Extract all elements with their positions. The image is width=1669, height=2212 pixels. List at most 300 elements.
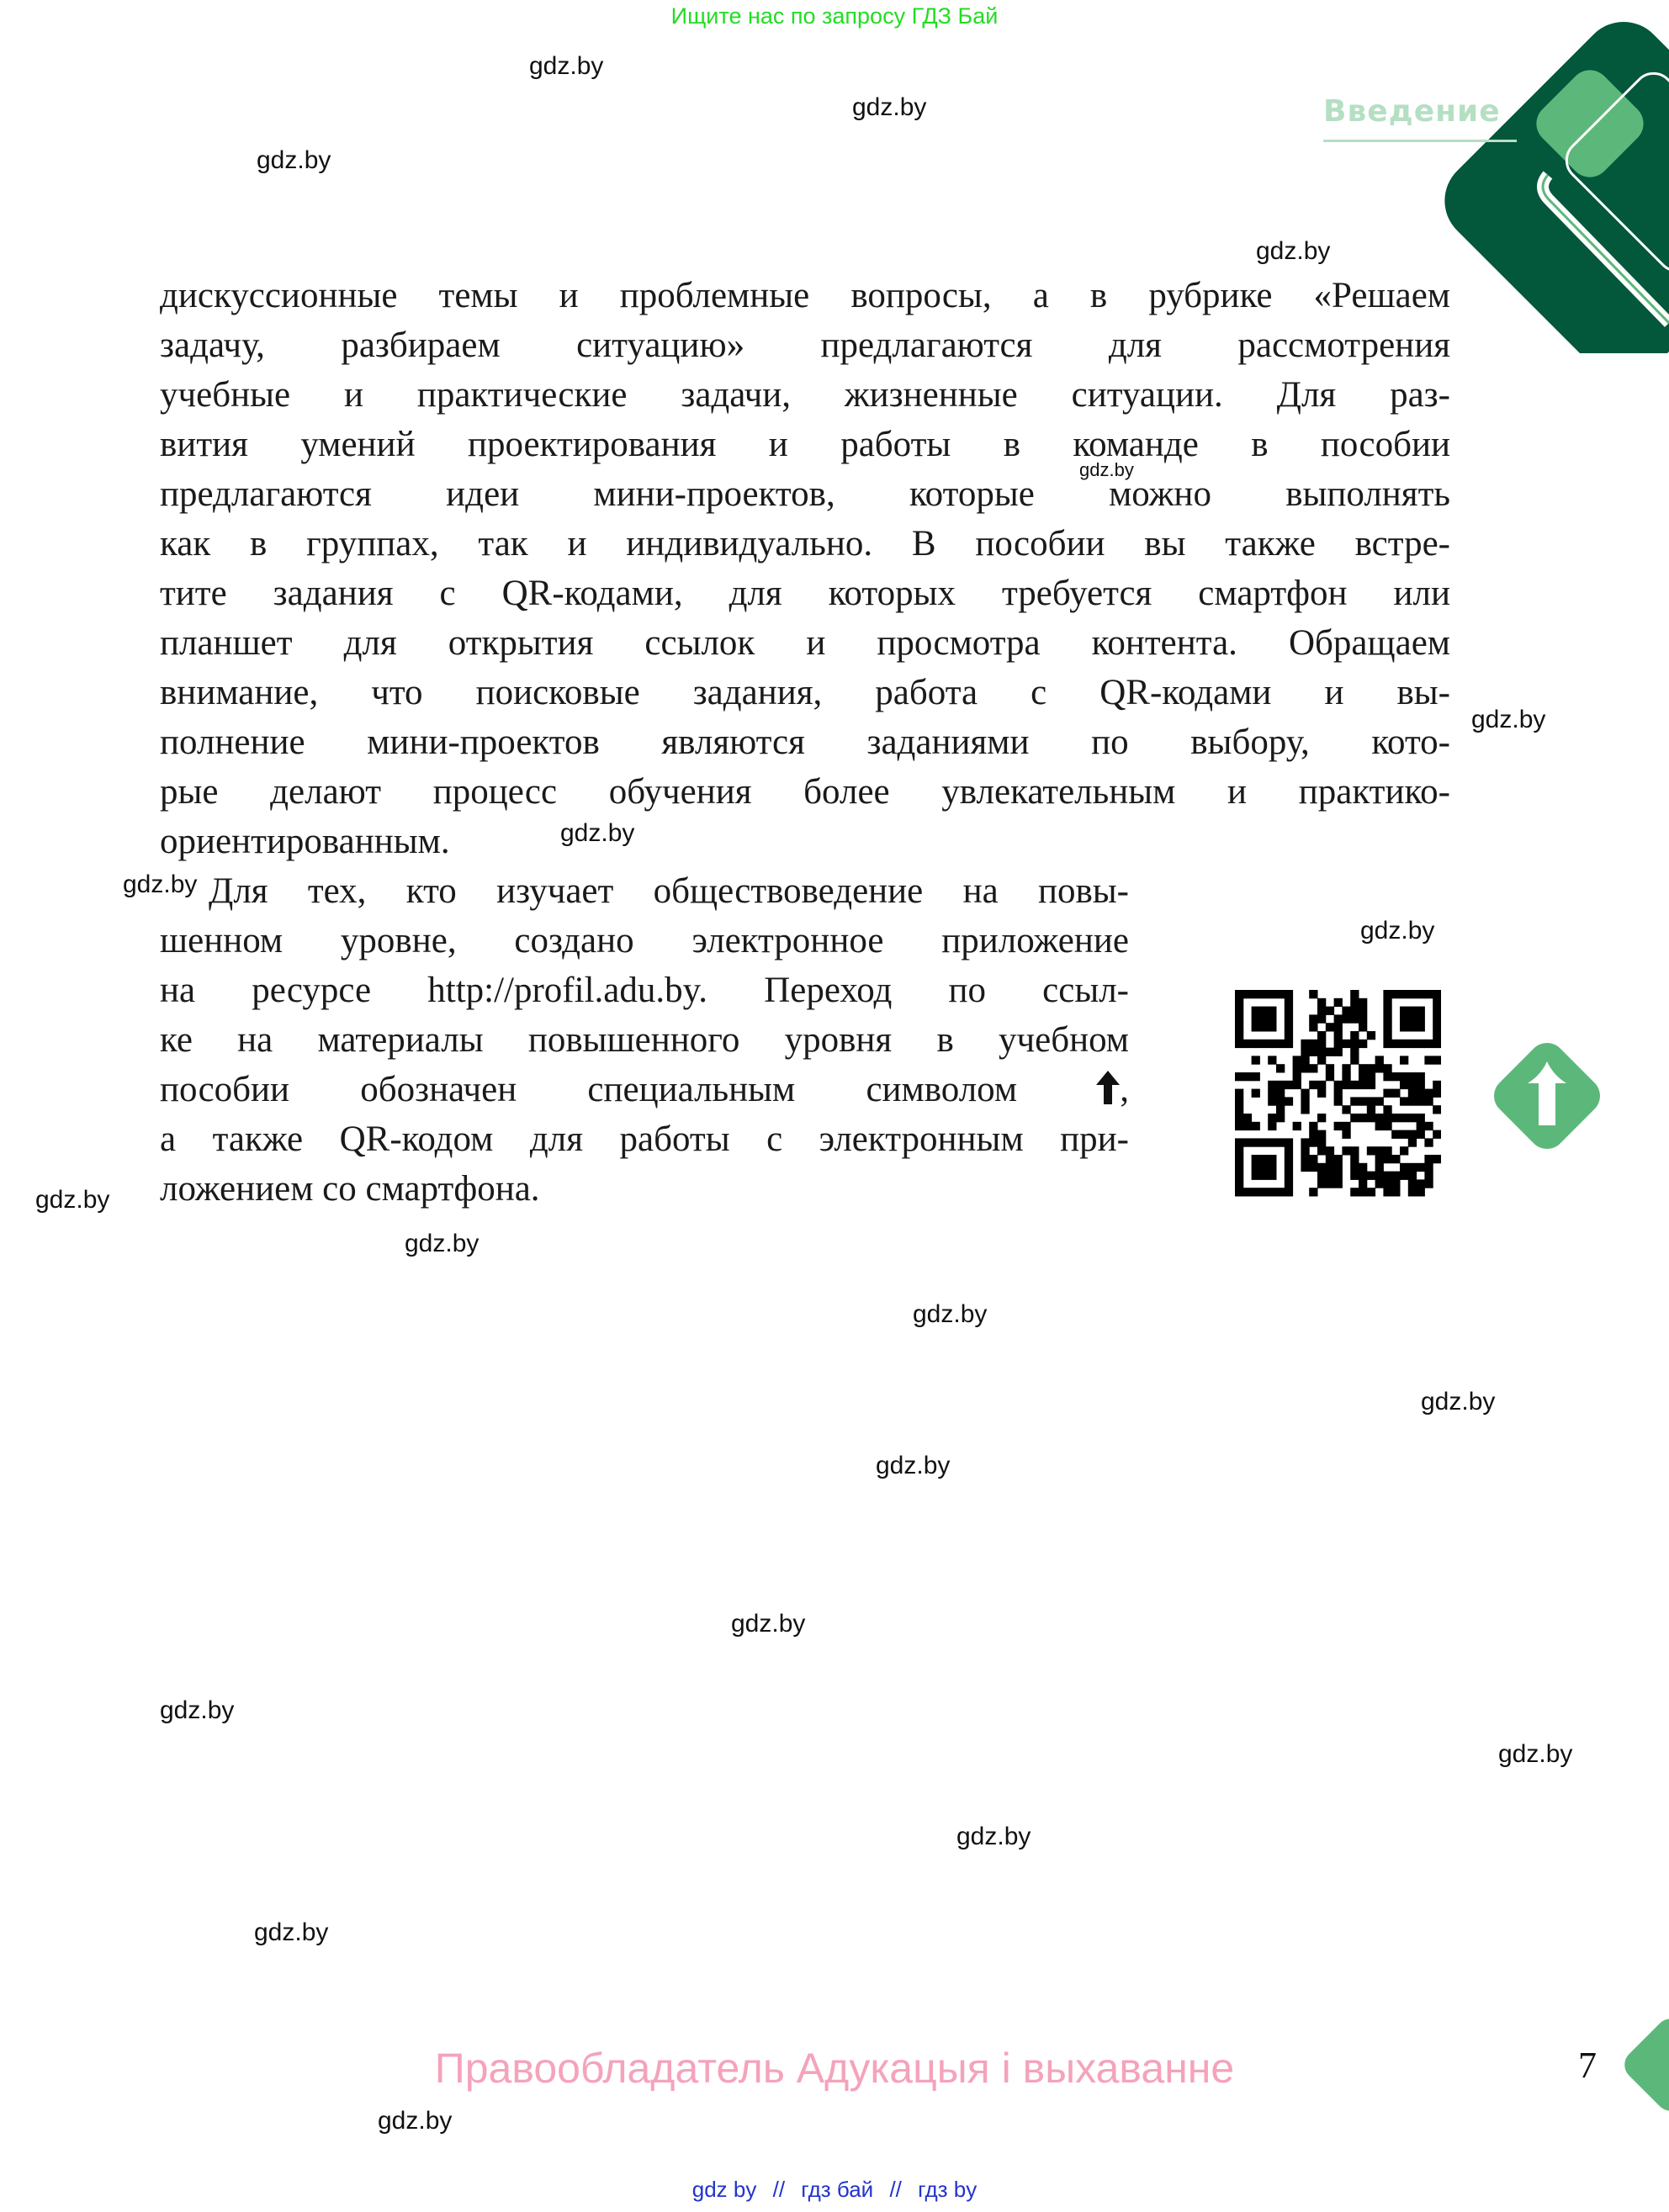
watermark: gdz.by <box>257 146 331 174</box>
qr-module <box>1259 1040 1268 1048</box>
qr-module <box>1383 1089 1391 1098</box>
qr-module <box>1235 1105 1243 1114</box>
qr-module <box>1268 1023 1276 1031</box>
qr-module <box>1383 1023 1391 1031</box>
copyright-notice: Правообладатель Адукацыя і выхаванне <box>434 2045 1235 2092</box>
qr-module <box>1408 1081 1417 1089</box>
qr-module <box>1342 1040 1350 1048</box>
qr-module <box>1350 1056 1359 1064</box>
watermark: gdz.by <box>876 1452 951 1479</box>
link-separator: // <box>772 2177 786 2202</box>
qr-module <box>1326 1048 1334 1056</box>
qr-module <box>1417 1179 1425 1188</box>
qr-module <box>1383 1179 1391 1188</box>
qr-module <box>1383 1014 1391 1023</box>
qr-module <box>1276 990 1285 998</box>
qr-module <box>1243 1114 1252 1122</box>
qr-module <box>1424 1155 1433 1163</box>
text-line: вития умений проектирования и работы в команде в пособии <box>160 425 1450 464</box>
qr-module <box>1367 1072 1375 1081</box>
qr-module <box>1252 1163 1260 1172</box>
watermark: gdz.by <box>1471 706 1546 733</box>
qr-module <box>1309 1040 1317 1048</box>
qr-module <box>1252 1188 1260 1196</box>
qr-module <box>1375 1179 1384 1188</box>
link-gdz-bai[interactable]: гдз бай <box>801 2177 874 2202</box>
qr-module <box>1235 1007 1243 1015</box>
qr-module <box>1424 990 1433 998</box>
qr-module <box>1235 1023 1243 1031</box>
qr-module <box>1268 1040 1276 1048</box>
qr-module <box>1424 1138 1433 1146</box>
qr-module <box>1268 1056 1276 1064</box>
qr-module <box>1326 1179 1334 1188</box>
watermark: gdz.by <box>731 1610 806 1638</box>
qr-module <box>1367 1188 1375 1196</box>
qr-module <box>1301 1097 1309 1105</box>
qr-module <box>1359 1097 1367 1105</box>
qr-module <box>1276 1105 1285 1114</box>
qr-module <box>1309 1023 1317 1031</box>
qr-module <box>1317 1138 1326 1146</box>
qr-module <box>1408 990 1417 998</box>
qr-module <box>1391 1089 1400 1098</box>
qr-module <box>1400 1146 1408 1155</box>
qr-module <box>1301 1040 1309 1048</box>
arrow-up-icon <box>1096 1071 1120 1104</box>
text-line: а также QR-кодом для работы с электронным при- <box>160 1119 1129 1159</box>
qr-module <box>1309 1138 1317 1146</box>
qr-module <box>1408 1114 1417 1122</box>
qr-module <box>1400 1097 1408 1105</box>
qr-module <box>1350 1163 1359 1172</box>
qr-module <box>1391 1155 1400 1163</box>
qr-module <box>1317 1040 1326 1048</box>
watermark: gdz.by <box>160 1696 235 1724</box>
qr-module <box>1391 1179 1400 1188</box>
watermark: gdz.by <box>529 52 604 80</box>
qr-module <box>1342 1072 1350 1081</box>
qr-module <box>1350 1081 1359 1089</box>
qr-module <box>1342 1007 1350 1015</box>
qr-module <box>1433 1056 1441 1064</box>
qr-module <box>1424 1056 1433 1064</box>
section-title-underline <box>1323 140 1517 142</box>
qr-module <box>1375 1146 1384 1155</box>
qr-module <box>1334 998 1343 1007</box>
qr-module <box>1342 1122 1350 1130</box>
qr-module <box>1285 1040 1293 1048</box>
bottom-links <box>0 2177 1669 2203</box>
qr-module <box>1326 1146 1334 1155</box>
qr-module <box>1408 1130 1417 1139</box>
qr-module <box>1408 1023 1417 1031</box>
qr-module <box>1342 1064 1350 1072</box>
qr-module <box>1400 1040 1408 1048</box>
qr-module <box>1268 1081 1276 1089</box>
qr-module <box>1276 1138 1285 1146</box>
qr-module <box>1350 1048 1359 1056</box>
qr-module <box>1408 1179 1417 1188</box>
qr-module <box>1359 1114 1367 1122</box>
qr-module <box>1235 1072 1243 1081</box>
qr-module <box>1301 1163 1309 1172</box>
qr-module <box>1276 1089 1285 1098</box>
qr-module <box>1268 1014 1276 1023</box>
qr-module <box>1301 1105 1309 1114</box>
text-line: ке на материалы повышенного уровня в учебном <box>160 1020 1129 1060</box>
qr-module <box>1268 1097 1276 1105</box>
qr-module <box>1359 1064 1367 1072</box>
qr-module <box>1400 1007 1408 1015</box>
qr-module <box>1309 1188 1317 1196</box>
qr-module <box>1375 1114 1384 1122</box>
qr-module <box>1359 1172 1367 1180</box>
qr-module <box>1252 1138 1260 1146</box>
qr-module <box>1243 1138 1252 1146</box>
text-line: рые делают процесс обучения более увлекательным и практико- <box>160 772 1450 812</box>
qr-module <box>1285 1081 1293 1089</box>
qr-module <box>1417 1081 1425 1089</box>
qr-module <box>1359 1040 1367 1048</box>
qr-module <box>1252 990 1260 998</box>
qr-module <box>1268 1188 1276 1196</box>
qr-module <box>1400 990 1408 998</box>
qr-module <box>1252 1014 1260 1023</box>
qr-module <box>1259 1138 1268 1146</box>
qr-module <box>1268 1155 1276 1163</box>
qr-module <box>1317 1114 1326 1122</box>
qr-module <box>1276 1097 1285 1105</box>
qr-module <box>1391 1130 1400 1139</box>
qr-module <box>1408 1163 1417 1172</box>
qr-module <box>1359 1188 1367 1196</box>
qr-module <box>1433 990 1441 998</box>
qr-module <box>1375 1097 1384 1105</box>
watermark: gdz.by <box>1360 917 1435 945</box>
qr-module <box>1259 1007 1268 1015</box>
qr-module <box>1235 1146 1243 1155</box>
watermark: gdz.by <box>123 871 198 898</box>
link-gdz-by[interactable]: gdz by <box>691 2177 757 2202</box>
qr-module <box>1359 1023 1367 1031</box>
qr-module <box>1408 1188 1417 1196</box>
qr-module <box>1417 1114 1425 1122</box>
qr-module <box>1235 1122 1243 1130</box>
qr-module <box>1317 1014 1326 1023</box>
qr-module <box>1285 1007 1293 1015</box>
qr-module <box>1301 1089 1309 1098</box>
qr-module <box>1243 990 1252 998</box>
qr-module <box>1293 1072 1301 1081</box>
qr-module <box>1235 1163 1243 1172</box>
qr-module <box>1268 1007 1276 1015</box>
qr-module <box>1417 1014 1425 1023</box>
qr-code[interactable] <box>1235 990 1441 1205</box>
qr-module <box>1400 1056 1408 1064</box>
section-title: Введение <box>1323 94 1501 129</box>
qr-module <box>1383 1114 1391 1122</box>
qr-module <box>1326 1172 1334 1180</box>
qr-module <box>1433 1155 1441 1163</box>
qr-module <box>1350 1188 1359 1196</box>
watermark: gdz.by <box>560 819 635 847</box>
qr-module <box>1383 998 1391 1007</box>
watermark: gdz.by <box>35 1186 110 1214</box>
qr-module <box>1424 1122 1433 1130</box>
qr-module <box>1317 1146 1326 1155</box>
text-line <box>160 1065 1129 1114</box>
qr-module <box>1285 1014 1293 1023</box>
qr-module <box>1317 998 1326 1007</box>
qr-module <box>1309 1048 1317 1056</box>
qr-module <box>1400 1023 1408 1031</box>
qr-module <box>1235 1188 1243 1196</box>
qr-module <box>1433 1081 1441 1089</box>
qr-module <box>1391 1188 1400 1196</box>
qr-module <box>1259 1188 1268 1196</box>
qr-module <box>1326 1023 1334 1031</box>
qr-module <box>1334 1014 1343 1023</box>
qr-module <box>1268 1089 1276 1098</box>
qr-module <box>1285 1097 1293 1105</box>
qr-module <box>1243 1188 1252 1196</box>
watermark: gdz.by <box>1498 1740 1573 1768</box>
qr-module <box>1391 1172 1400 1180</box>
qr-module <box>1433 1040 1441 1048</box>
qr-module <box>1391 990 1400 998</box>
qr-module <box>1359 1072 1367 1081</box>
text-line: планшет для открытия ссылок и просмотра контента. Обращаем <box>160 623 1450 663</box>
watermark: gdz.by <box>254 1918 329 1946</box>
qr-module <box>1334 1097 1343 1105</box>
qr-module <box>1317 1048 1326 1056</box>
qr-module <box>1383 1155 1391 1163</box>
qr-module <box>1252 1122 1260 1130</box>
qr-module <box>1309 1064 1317 1072</box>
qr-module <box>1243 1040 1252 1048</box>
qr-module <box>1268 1163 1276 1172</box>
qr-module <box>1433 1007 1441 1015</box>
qr-module <box>1235 1040 1243 1048</box>
qr-module <box>1259 1014 1268 1023</box>
qr-module <box>1301 1146 1309 1155</box>
qr-module <box>1383 1122 1391 1130</box>
qr-module <box>1359 1007 1367 1015</box>
qr-module <box>1367 1105 1375 1114</box>
qr-module <box>1417 1072 1425 1081</box>
text-line: ложением со смартфона. <box>160 1169 540 1209</box>
text-line: внимание, что поисковые задания, работа с QR-кодами и вы- <box>160 673 1450 712</box>
qr-module <box>1383 1031 1391 1040</box>
qr-module <box>1350 1031 1359 1040</box>
qr-module <box>1309 1130 1317 1139</box>
qr-module <box>1259 1163 1268 1172</box>
qr-module <box>1243 1122 1252 1130</box>
qr-module <box>1350 1114 1359 1122</box>
qr-module <box>1317 1163 1326 1172</box>
qr-module <box>1252 1072 1260 1081</box>
qr-module <box>1235 1031 1243 1040</box>
arrow-up-diamond-icon <box>1486 1035 1608 1157</box>
qr-module <box>1400 1163 1408 1172</box>
qr-module <box>1309 1122 1317 1130</box>
qr-module <box>1375 1064 1384 1072</box>
qr-module <box>1334 1023 1343 1031</box>
qr-module <box>1276 1114 1285 1122</box>
link-gdz-by-2[interactable]: гдз by <box>918 2177 978 2202</box>
qr-module <box>1259 1155 1268 1163</box>
qr-module <box>1285 1146 1293 1155</box>
qr-module <box>1326 1072 1334 1081</box>
text-line: тите задания с QR-кодами, для которых требуется смартфон или <box>160 574 1450 613</box>
text-line: задачу, разбираем ситуацию» предлагаются для рассмотрения <box>160 325 1450 365</box>
qr-module <box>1317 1007 1326 1015</box>
qr-module <box>1350 990 1359 998</box>
text-line: учебные и практические задачи, жизненные ситуации. Для раз- <box>160 375 1450 415</box>
qr-module <box>1417 1097 1425 1105</box>
watermark: gdz.by <box>956 1823 1031 1850</box>
qr-module <box>1342 1014 1350 1023</box>
qr-module <box>1350 1155 1359 1163</box>
qr-module <box>1309 1155 1317 1163</box>
qr-module <box>1383 1040 1391 1048</box>
qr-module <box>1285 1163 1293 1172</box>
qr-module <box>1408 1007 1417 1015</box>
qr-module <box>1334 1155 1343 1163</box>
qr-module <box>1235 1179 1243 1188</box>
qr-module <box>1252 1172 1260 1180</box>
watermark: gdz.by <box>1079 459 1134 480</box>
qr-module <box>1268 1114 1276 1122</box>
qr-module <box>1301 1155 1309 1163</box>
qr-module <box>1301 1048 1309 1056</box>
qr-module <box>1424 1172 1433 1180</box>
qr-module <box>1235 1138 1243 1146</box>
qr-module <box>1309 1163 1317 1172</box>
qr-module <box>1375 1172 1384 1180</box>
qr-module <box>1350 998 1359 1007</box>
qr-module <box>1350 1172 1359 1180</box>
qr-module <box>1400 1072 1408 1081</box>
qr-module <box>1276 1081 1285 1089</box>
qr-module <box>1383 990 1391 998</box>
qr-module <box>1326 1064 1334 1072</box>
qr-module <box>1400 1130 1408 1139</box>
qr-module <box>1417 1122 1425 1130</box>
qr-module <box>1433 1014 1441 1023</box>
qr-module <box>1383 1146 1391 1155</box>
qr-module <box>1285 1155 1293 1163</box>
qr-module <box>1334 1163 1343 1172</box>
qr-module <box>1424 1040 1433 1048</box>
qr-module <box>1309 990 1317 998</box>
qr-module <box>1350 1146 1359 1155</box>
qr-module <box>1235 1089 1243 1098</box>
page-number: 7 <box>1578 2045 1597 2086</box>
qr-module <box>1252 1089 1260 1098</box>
watermark: gdz.by <box>852 93 927 121</box>
qr-module <box>1375 1122 1384 1130</box>
header-decoration <box>1430 0 1669 353</box>
watermark: gdz.by <box>913 1300 988 1328</box>
qr-module <box>1285 1188 1293 1196</box>
qr-module <box>1408 1014 1417 1023</box>
qr-module <box>1367 1146 1375 1155</box>
qr-module <box>1350 1040 1359 1048</box>
qr-module <box>1408 1138 1417 1146</box>
qr-module <box>1359 998 1367 1007</box>
qr-module <box>1367 1081 1375 1089</box>
qr-module <box>1293 1064 1301 1072</box>
qr-module <box>1408 1097 1417 1105</box>
qr-module <box>1285 998 1293 1007</box>
qr-module <box>1400 1081 1408 1089</box>
qr-module <box>1408 1172 1417 1180</box>
qr-module <box>1317 1130 1326 1139</box>
watermark: gdz.by <box>405 1230 480 1257</box>
qr-module <box>1383 1105 1391 1114</box>
qr-module <box>1367 1064 1375 1072</box>
qr-module <box>1367 1172 1375 1180</box>
qr-module <box>1417 1007 1425 1015</box>
qr-module <box>1301 1064 1309 1072</box>
qr-module <box>1252 1040 1260 1048</box>
watermark: gdz.by <box>378 2107 453 2135</box>
qr-module <box>1375 1056 1384 1064</box>
qr-module <box>1391 1072 1400 1081</box>
qr-module <box>1350 1097 1359 1105</box>
qr-module <box>1417 1163 1425 1172</box>
qr-module <box>1309 1014 1317 1023</box>
qr-module <box>1417 1023 1425 1031</box>
qr-module <box>1285 1138 1293 1146</box>
text-line: предлагаются идеи мини-проектов, которые можно выполнять <box>160 474 1450 514</box>
qr-module <box>1367 1097 1375 1105</box>
qr-module <box>1285 1172 1293 1180</box>
qr-module <box>1359 1081 1367 1089</box>
qr-module <box>1417 1089 1425 1098</box>
qr-module <box>1383 1007 1391 1015</box>
qr-module <box>1285 990 1293 998</box>
qr-module <box>1317 1179 1326 1188</box>
qr-module <box>1342 1105 1350 1114</box>
text-segment: пособии обозначен специальным символом <box>160 1070 1018 1109</box>
qr-module <box>1424 1179 1433 1188</box>
page-corner-diamond <box>1620 2014 1669 2115</box>
qr-module <box>1317 1172 1326 1180</box>
qr-module <box>1285 1023 1293 1031</box>
qr-module <box>1268 990 1276 998</box>
qr-module <box>1293 1122 1301 1130</box>
qr-module <box>1334 1048 1343 1056</box>
qr-module <box>1235 990 1243 998</box>
qr-module <box>1375 1163 1384 1172</box>
qr-module <box>1383 1064 1391 1072</box>
qr-module <box>1235 998 1243 1007</box>
qr-module <box>1417 1040 1425 1048</box>
qr-module <box>1334 1040 1343 1048</box>
qr-module <box>1359 1179 1367 1188</box>
qr-module <box>1433 1130 1441 1139</box>
qr-module <box>1334 1122 1343 1130</box>
qr-module <box>1367 1114 1375 1122</box>
qr-module <box>1359 1014 1367 1023</box>
qr-module <box>1334 1081 1343 1089</box>
qr-module <box>1424 1097 1433 1105</box>
qr-module <box>1433 1089 1441 1098</box>
text-line: ориентированным. <box>160 822 450 861</box>
